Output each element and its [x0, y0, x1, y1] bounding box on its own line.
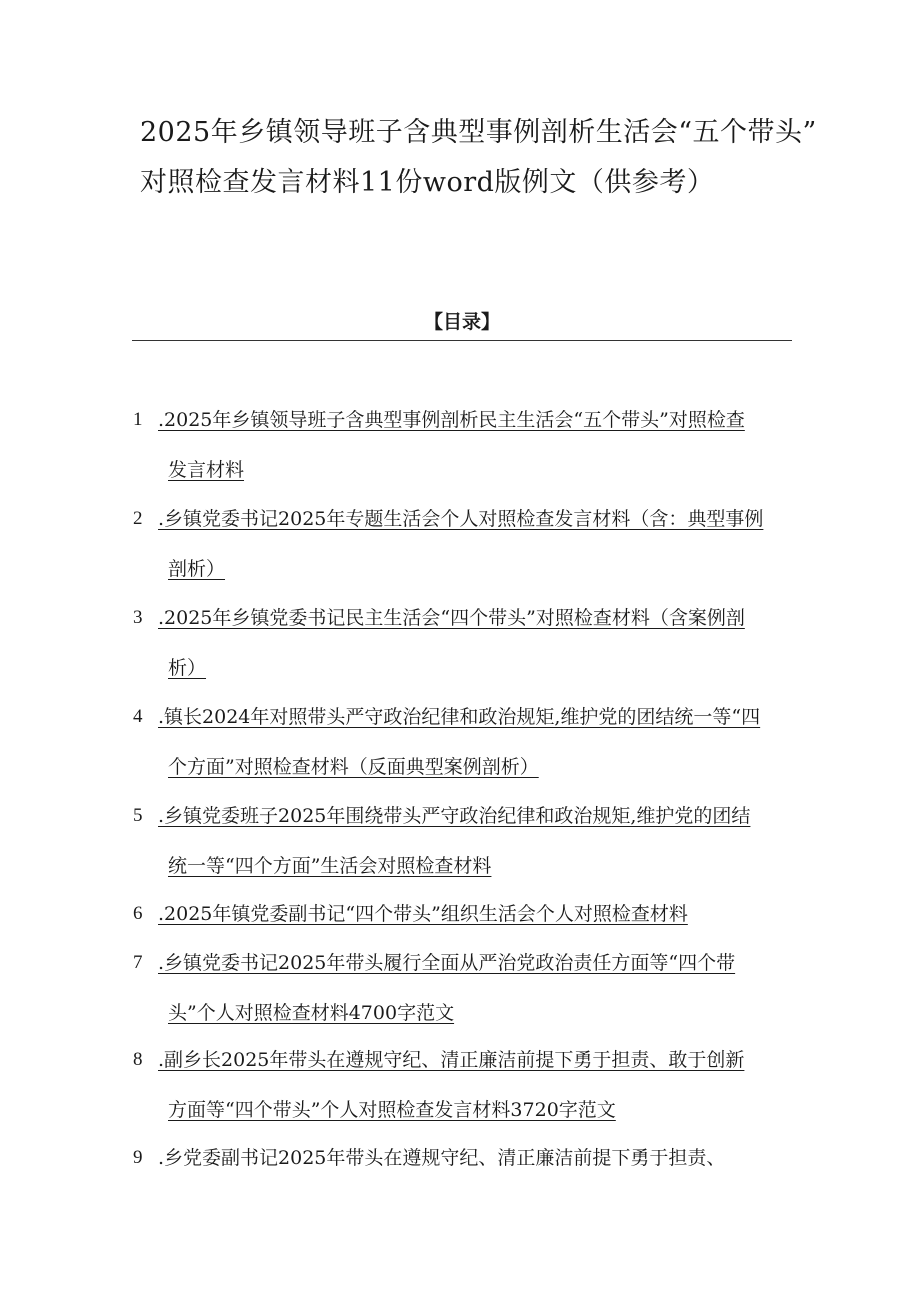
toc-link-line[interactable]: .镇长2024年对照带头严守政治纪律和政治规矩,维护党的团结统一等“四 — [158, 706, 761, 728]
toc-link-line[interactable]: .2025年镇党委副书记“四个带头”组织生活会个人对照检查材料 — [158, 903, 688, 925]
toc-link-line[interactable]: 剖析） — [168, 558, 226, 580]
toc-heading: 【目录】 — [423, 311, 500, 333]
toc-item-number: 9 — [133, 1147, 143, 1168]
toc-link-line[interactable]: .乡镇党委书记2025年带头履行全面从严治党政治责任方面等“四个带 — [158, 952, 736, 974]
document-title — [140, 108, 820, 208]
toc-item-number: 7 — [133, 952, 143, 973]
toc-link-line[interactable]: .2025年乡镇领导班子含典型事例剖析民主生活会“五个带头”对照检查 — [158, 409, 745, 431]
toc-link-line[interactable]: 析） — [168, 657, 207, 679]
toc-item-number: 5 — [133, 805, 143, 826]
toc-link-line[interactable]: .乡镇党委书记2025年专题生活会个人对照检查发言材料（含：典型事例 — [158, 508, 764, 530]
toc-link-line[interactable]: 发言材料 — [168, 459, 245, 481]
toc-link-line[interactable]: .2025年乡镇党委书记民主生活会“四个带头”对照检查材料（含案例剖 — [158, 607, 745, 629]
toc-item-number: 6 — [133, 903, 143, 924]
toc-link-line[interactable]: .乡镇党委班子2025年围绕带头严守政治纪律和政治规矩,维护党的团结 — [158, 805, 751, 827]
toc-item-number: 1 — [133, 409, 143, 430]
toc-link-line[interactable]: 头”个人对照检查材料4700字范文 — [168, 1002, 455, 1024]
toc-link-line[interactable]: .乡党委副书记2025年带头在遵规守纪、清正廉洁前提下勇于担责、 — [158, 1147, 726, 1169]
document-title-line-1: 2025年乡镇领导班子含典型事例剖析生活会“五个带头” — [140, 117, 817, 148]
toc-item-number: 2 — [133, 508, 143, 529]
document-title-line-2: 对照检查发言材料11份word版例文（供参考） — [140, 167, 715, 198]
toc-link-line[interactable]: .副乡长2025年带头在遵规守纪、清正廉洁前提下勇于担责、敢于创新 — [158, 1049, 745, 1071]
toc-link-line[interactable]: 个方面”对照检查材料（反面典型案例剖析） — [168, 756, 539, 778]
toc-item-number: 4 — [133, 706, 143, 727]
toc-item-number: 8 — [133, 1049, 143, 1070]
toc-item-number: 3 — [133, 607, 143, 628]
toc-link-line[interactable]: 方面等“四个带头”个人对照检查发言材料3720字范文 — [168, 1099, 616, 1121]
toc-divider — [132, 340, 792, 341]
toc-link-line[interactable]: 统一等“四个方面”生活会对照检查材料 — [168, 855, 492, 877]
